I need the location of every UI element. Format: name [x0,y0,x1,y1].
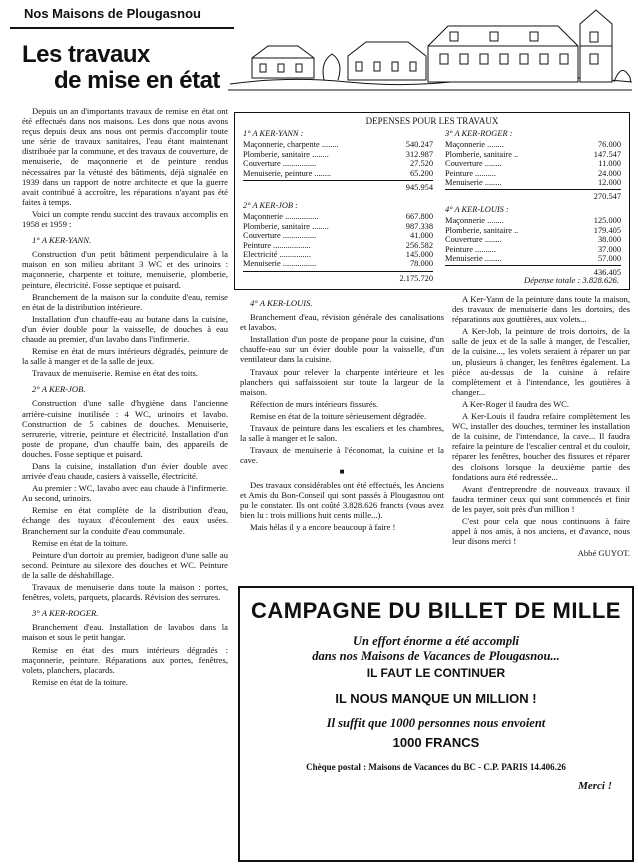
paragraph: Avant d'entreprendre de nouveaux travaux il faudra terminer ceux qui sont commencés et finir de les payer, soit près d'un million ! [452,483,630,514]
paragraph: A Ker-Roger il faudra des WC. [462,398,570,409]
paragraph: A Ker-Job, la peinture de trois dortoirs, de la salle de jeux et de la salle à manger, de l'escalier, de la cuisine..., les volets seraient à réparer un par un, plusieurs à changer, les fenêtres également. La pièce au-dessus de la cuisine à refaire complètement et à l'intendance, les goutières à changer... [452,326,630,397]
paragraph: Travaux de menuiserie dans toute la maison : portes, fenêtres, volets, parquets, placards. Révision des serrures. [22,582,228,603]
section-heading-ker-roger: 3° A KER-ROGER. [32,608,99,619]
expense-row: Maçonnerie ........ 125.000 [445,216,621,226]
paragraph: Travaux de peinture dans les escaliers et les chambres, la salle à manger et le salon. [240,423,444,444]
paragraph: Branchement d'eau, révision générale des canalisations et lavabos. [240,312,444,333]
expense-row: Electricité ............... 145.000 [243,250,433,260]
article-column-3 [452,294,630,558]
title-line-1: Les travaux [22,41,150,68]
paragraph: C'est pour cela que nous continuons à faire appel à nos amis, à nos anciens, et d'avance, nous leur disons merci ! [452,515,630,547]
article-column-1 [22,106,228,689]
expense-group-title: 1° A KER-YANN : [243,129,304,138]
expense-row: Couverture ........ 38.000 [445,235,621,245]
campaign-line-3: IL FAUT LE CONTINUER [366,666,506,680]
expenses-heading: DEPENSES POUR LES TRAVAUX [365,116,499,126]
signature: Abbé GUYOT. [577,548,630,559]
campaign-title: CAMPAGNE DU BILLET DE MILLE [251,598,621,623]
expense-row: Peinture .................. 256.582 [243,240,433,250]
campaign-line-1: Un effort énorme a été accompli [352,634,520,648]
expense-row: Plomberie, sanitaire ........ 987.338 [243,221,433,231]
expense-row: Menuiserie ........ 57.000 [445,254,621,264]
paragraph: Installation d'un poste de propane pour la cuisine, d'un chauffe-eau sur un évier double pour la vaisselle, d'un ventilateur dans la cuisine. [240,334,444,365]
postal-cheque-info: Chèque postal : Maisons de Vacances du BC - C.P. PARIS 14.406.26 [306,762,566,772]
paragraph: Travaux pour relever la charpente intérieure et les planchers qui saffaissoient sur toute la largeur de la maison. [240,366,444,397]
expense-row: Couverture ........ 11.000 [445,159,621,169]
expense-subtotal: 270.547 [445,189,621,201]
paragraph: A Ker-Louis il faudra refaire complètement les WC, installer des douches, terminer les installation de la cuisine, de l'intendance, la cave... Il faudra refaire la peinture de l'escalier central et du couloir, réparer les fenêtres, boucher des fissures et réparer des cloisons lorsque la deuxième partie des fondations aura été redressée... [452,411,630,482]
expense-group-title: 2° A KER-JOB : [243,201,298,210]
article-title [22,42,234,94]
paragraph: Des travaux considérables ont été effectués, les Anciens et Amis du Bon-Conseil qui sont passés à Plougasnou ont pu le constater. Ils ont coûté 3.828.626 francts (vous avez bien lu : trois millions huit cents mille...). [240,479,444,520]
expense-group-ker-yann [243,129,433,192]
paragraph: Remise en état des murs intérieurs dégradés : maçonnerie, peinture. Réparations aux portes, fenêtres, volets, planchers, placards. [22,644,228,675]
expense-row: Plomberie, sanitaire .. 179.405 [445,225,621,235]
campaign-line-6: 1000 FRANCS [392,735,480,750]
expense-row: Maçonnerie, charpente ........ 540.247 [243,140,433,150]
section-header: Nos Maisons de Plougasnou [24,6,201,21]
paragraph: Dans la cuisine, installation d'un évier double avec arrivée d'eau chaude, casiers à vaisselle, électricité. [22,461,228,482]
expenses-box [234,112,630,290]
houses-illustration [228,6,632,96]
section-heading-ker-yann: 1° A KER-YANN. [32,235,92,246]
header-rule [10,27,234,29]
paragraph: Remise en état de la toiture. [32,676,128,687]
section-bullet: ■ [339,467,345,477]
expense-row: Plomberie, sanitaire .. 147.547 [445,149,621,159]
paragraph: Peinture d'un dortoir au premier, badigeon d'une salle au second. Peinture au silexore des douches et WC. Peinture de la salle de déshabillage. [22,549,228,580]
expense-row: Couverture ................ 27.520 [243,159,433,169]
title-line-2: de mise en état [54,67,220,94]
section-heading-ker-louis: 4° A KER-LOUIS. [250,298,313,308]
expense-grand-total: Dépense totale : 3.828.626. [524,274,619,285]
expense-row: Menuiserie ........ 12.000 [445,178,621,188]
paragraph: Installation d'un chauffe-eau au butane dans la cuisine, d'un évier double pour la vaisselle, de douches à eau chaude au premier, d'un lavabo dans l'infirmerie. [22,313,228,344]
campaign-thanks: Merci ! [578,780,612,792]
campaign-line-4: IL NOUS MANQUE UN MILLION ! [335,691,537,706]
expense-group-ker-job [243,201,433,283]
paragraph: Au premier : WC, lavabo avec eau chaude à l'infirmerie. Au second, urinoirs. [22,483,228,504]
expense-group-title: 4° A KER-LOUIS : [445,205,509,214]
expense-row: Maçonnerie ........ 76.000 [445,140,621,150]
campaign-box [238,586,634,862]
paragraph: Travaux de menuiserie à l'économat, la cuisine et la cave. [240,445,444,466]
paragraph: Mais hélas il y a encore beaucoup à faire ! [250,521,396,532]
campaign-line-5: Il suffit que 1000 personnes nous envoient [326,716,546,730]
paragraph: Branchement d'eau. Installation de lavabos dans la maison et sous le petit hangar. [22,622,228,643]
paragraph: Construction d'un petit bâtiment perpendiculaire à la maison en son milieu abritant 3 WC et des urinoirs : maçonnerie, charpente et toiture, menuiserie, plomberie, peinture, électricité. Fosse septique et puisard. [22,249,228,290]
expense-row: Plomberie, sanitaire ........ 312.987 [243,149,433,159]
paragraph: Remise en état de la toiture. [32,537,128,548]
expense-group-title: 3° A KER-ROGER : [445,129,513,138]
expense-row: Menuiserie ................ 78.000 [243,259,433,269]
paragraph: Remise en état de la toiture sérieusement dégradée. [250,410,427,421]
section-heading-ker-job: 2° A KER-JOB. [32,384,86,395]
expense-subtotal: 436.405 [445,265,621,277]
expense-row: Peinture .......... 24.000 [445,168,621,178]
expense-row: Maçonnerie ................ 667.800 [243,212,433,222]
article-column-2 [240,298,444,534]
expense-group-ker-louis [445,205,621,278]
expense-row: Couverture ................ 41.000 [243,231,433,241]
expense-group-ker-roger [445,129,621,202]
paragraph: A Ker-Yann de la peinture dans toute la maison, des travaux de menuiserie dans les dortoirs, des réparations aux gouttières, aux volets... [452,294,630,325]
expense-row: Peinture .......... 37.000 [445,244,621,254]
paragraph: Travaux de menuiserie. Remise en état des toits. [32,368,199,379]
campaign-line-2: dans nos Maisons de Vacances de Plougasnou... [312,649,560,663]
intro-paragraph: Voici un compte rendu succint des travaux accomplis en 1958 et 1959 : [22,208,228,230]
expense-subtotal: 2.175.720 [243,271,433,283]
expense-subtotal: 945.954 [243,180,433,192]
paragraph: Réfection de murs intérieurs fissurés. [250,398,379,409]
paragraph: Branchement de la maison sur la conduite d'eau, remise en état de la distribution intérieure. [22,291,228,312]
expense-row: Menuiserie, peinture ........ 65.200 [243,168,433,178]
paragraph: Remise en état de murs intérieurs dégradés, peinture de la salle à manger et de la salle de jeux. [22,346,228,367]
paragraph: Remise en état complète de la distribution d'eau, échange des tuyaux d'écoulement des eaux usées. Branchement sur la conduite d'eau communale. [22,505,228,536]
intro-paragraph: Depuis un an d'importants travaux de remise en état ont été effectués dans nos maisons. Les dons que nous avons reçus depuis deux ans nous ont permis d'accomplir toute une série de travaux sanitaires, l'eau étant maintenant distribuée par la commune, et des travaux de couverture, de menuiserie, de maçonnerie et de peinture rendus nécessaires par la vétusté des bâtiments, déjà signalée en 1939 dans un rapport de notre architecte et que la guerre avait contribué à accroître, les réparations n'ayant pas été faites à temps. [22,106,228,207]
paragraph: Construction d'une salle d'hygiène dans l'ancienne arrière-cuisine inutilisée : 4 WC, urinoirs et lavabo. Construction de 5 cabines de douches. Menuiserie, serrurerie, vitrerie, peinture et électricité. Installation d'un poste de propane, d'un chauffe bain, des appareils de douches. Fosse septique et puisard. [22,398,228,459]
